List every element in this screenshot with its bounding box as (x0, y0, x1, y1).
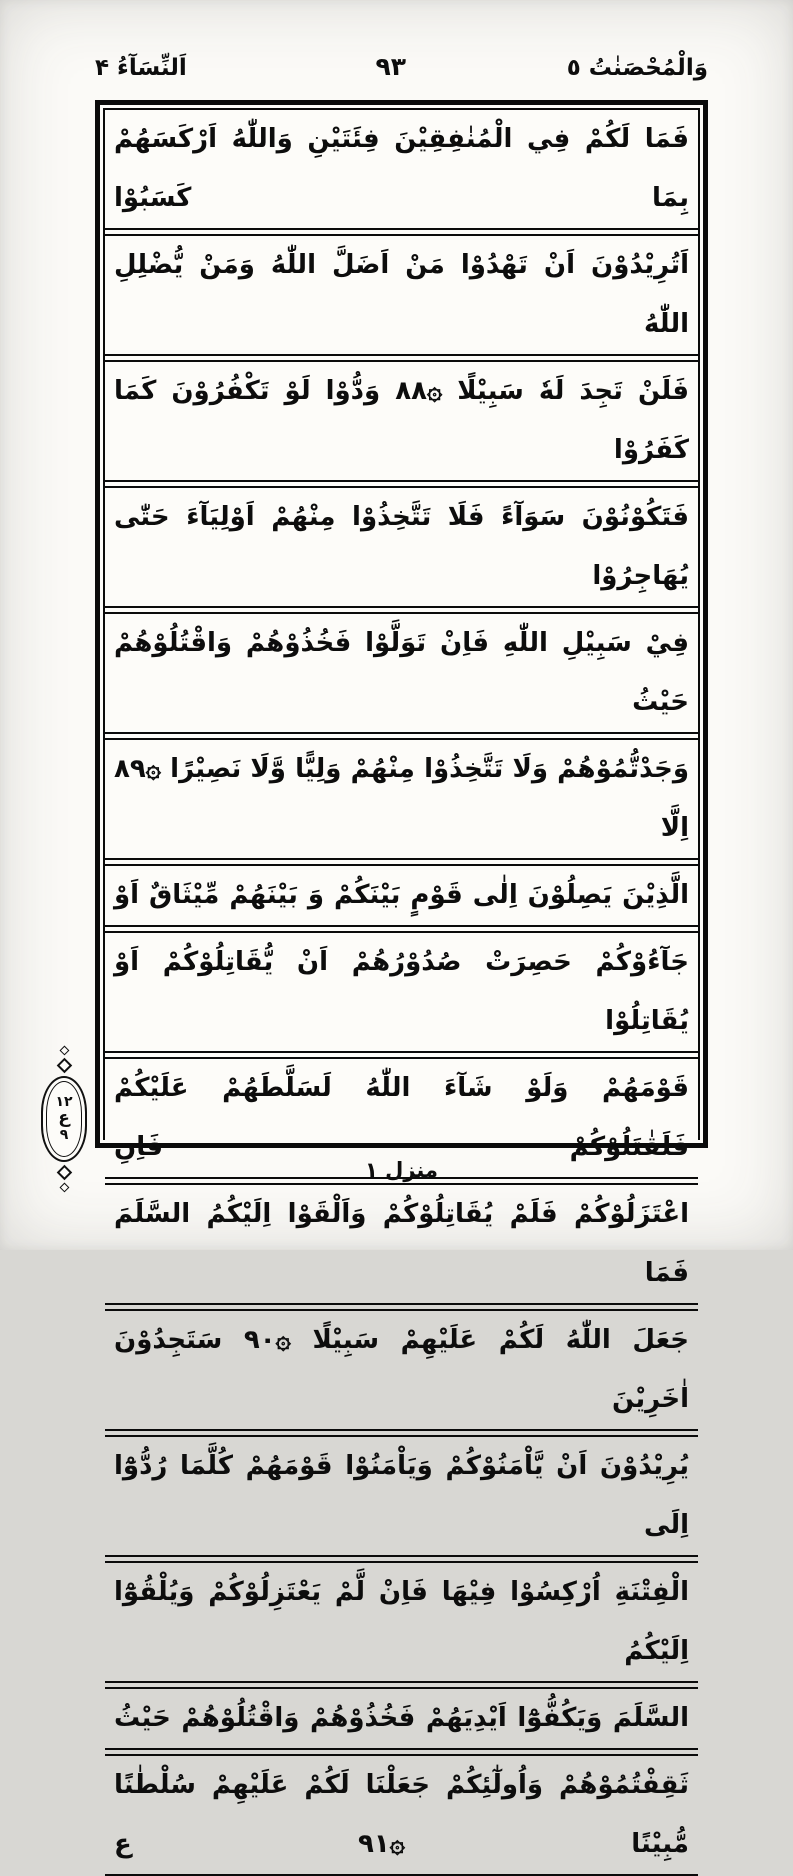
page-header (95, 52, 708, 81)
ruku-ornament (30, 1044, 98, 1194)
manzil-label: منزل ١ (365, 1158, 438, 1182)
ruku-number-top: ١٢ (55, 1094, 73, 1111)
quran-text-line: الَّذِيْنَ يَصِلُوْنَ اِلٰى قَوْمٍ بَيْنَكُمْ وَ بَيْنَهُمْ مِّيْثَاقٌ اَوْ (105, 864, 698, 927)
quran-text-line: وَجَدْتُّمُوْهُمْ وَلَا تَتَّخِذُوْا مِنْهُمْ وَلِيًّا وَّلَا نَصِيْرًا ۞٨٩ اِلَّا (105, 738, 698, 860)
quran-text-line: فَلَنْ تَجِدَ لَهٗ سَبِيْلًا ۞٨٨ وَدُّوْا لَوْ تَكْفُرُوْنَ كَمَا كَفَرُوْا (105, 360, 698, 482)
quran-text-line: جَآءُوْكُمْ حَصِرَتْ صُدُوْرُهُمْ اَنْ يُّقَاتِلُوْكُمْ اَوْ يُقَاتِلُوْا (105, 931, 698, 1053)
header-surah-title: اَلنِّسَآءُ ۴ (95, 55, 187, 81)
quran-text-line: اَتُرِيْدُوْنَ اَنْ تَهْدُوْا مَنْ اَضَلَّ اللّٰهُ وَمَنْ يُّضْلِلِ اللّٰهُ (105, 234, 698, 356)
quran-text-line: السَّلَمَ وَيَكُفُّوْٓا اَيْدِيَهُمْ فَخُذُوْهُمْ وَاقْتُلُوْهُمْ حَيْثُ (105, 1687, 698, 1750)
quran-text-line: يُرِيْدُوْنَ اَنْ يَّاْمَنُوْكُمْ وَيَاْمَنُوْا قَوْمَهُمْ كُلَّمَا رُدُّوْٓا اِلَى (105, 1435, 698, 1557)
page-number: ٩٣ (375, 52, 407, 81)
quran-text-line: جَعَلَ اللّٰهُ لَكُمْ عَلَيْهِمْ سَبِيْلًا ۞٩٠ سَتَجِدُوْنَ اٰخَرِيْنَ (105, 1309, 698, 1431)
quran-text-line: اعْتَزَلُوْكُمْ فَلَمْ يُقَاتِلُوْكُمْ وَاَلْقَوْا اِلَيْكُمُ السَّلَمَ فَمَا (105, 1183, 698, 1305)
quran-text-line: فِيْ سَبِيْلِ اللّٰهِ فَاِنْ تَوَلَّوْا فَخُذُوْهُمْ وَاقْتُلُوْهُمْ حَيْثُ (105, 612, 698, 734)
ruku-cartouche (41, 1076, 87, 1162)
ornament-finial-icon (56, 1165, 71, 1180)
quran-text-line: فَتَكُوْنُوْنَ سَوَآءً فَلَا تَتَّخِذُوْا مِنْهُمْ اَوْلِيَآءَ حَتّٰى يُهَاجِرُوْا (105, 486, 698, 608)
ruku-number-bottom: ٩ (59, 1126, 69, 1143)
ruku-ain-mark: ع (58, 1108, 70, 1129)
page-footer (95, 1158, 708, 1182)
header-juz-title: وَالْمُحْصَنٰتُ ٥ (566, 55, 708, 81)
quran-text-line: قَوْمَهُمْ وَلَوْ شَآءَ اللّٰهُ لَسَلَّطَهُمْ عَلَيْكُمْ فَلَقٰتَلُوْكُمْ فَاِنِ (105, 1057, 698, 1179)
quran-text-line: الْفِتْنَةِ اُرْكِسُوْا فِيْهَا فَاِنْ لَّمْ يَعْتَزِلُوْكُمْ وَيُلْقُوْٓا اِلَيْكُمُ (105, 1561, 698, 1683)
ornament-finial-icon (59, 1046, 69, 1056)
ornament-finial-icon (56, 1058, 71, 1073)
ornament-finial-icon (59, 1183, 69, 1193)
quran-text-line: ثَقِفْتُمُوْهُمْ وَاُولٰٓئِكُمْ جَعَلْنَا لَكُمْ عَلَيْهِمْ سُلْطٰنًا مُّبِيْنًا ۞٩١ ع (105, 1754, 698, 1876)
quran-text-line: فَمَا لَكُمْ فِي الْمُنٰفِقِيْنَ فِئَتَيْنِ وَاللّٰهُ اَرْكَسَهُمْ بِمَا كَسَبُوْا (105, 108, 698, 230)
